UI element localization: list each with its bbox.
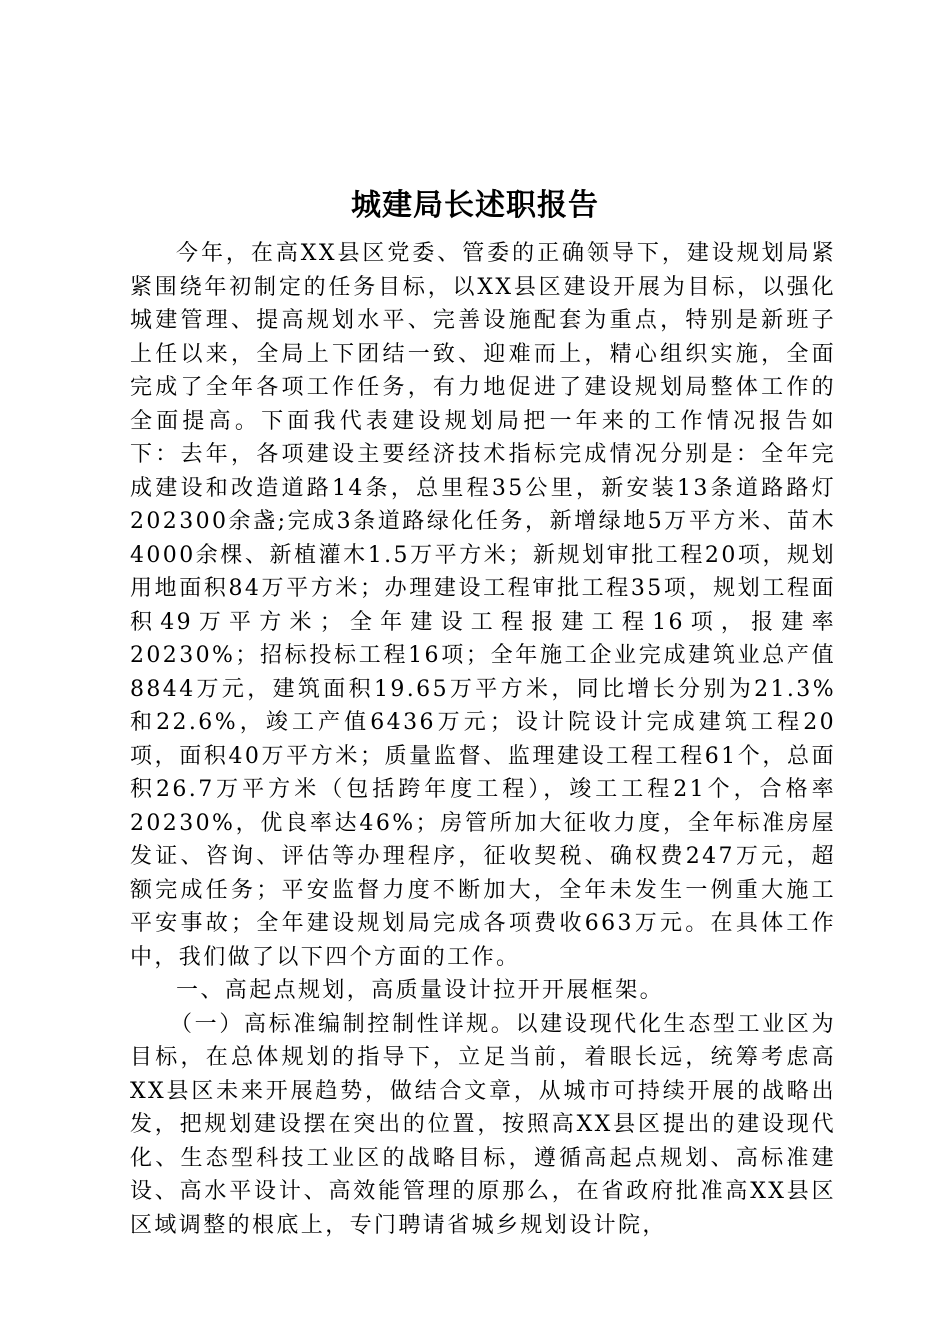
document-title: 城建局长述职报告 <box>351 188 599 223</box>
paragraph-intro: 今年，在高XX县区党委、管委的正确领导下，建设规划局紧紧围绕年初制定的任务目标，以XX县区建设开展为目标，以强化城建管理、提高规划水平、完善设施配套为重点，特别是新班子上任以来，全局上下团结一致、迎难而上，精心组织实施，全面完成了全年各项工作任务，有力地促进了建设规划局整体工作的全面提高。下面我代表建设规划局把一年来的工作情况报告如下：去年，各项建设主要经济技术指标完成情况分别是：全年完成建设和改造道路14条，总里程35公里，新安装13条道路路灯202300余盏;完成3条道路绿化任务，新增绿地5万平方米、苗木4000余棵、新植灌木1.5万平方米；新规划审批工程20项，规划用地面积84万平方米；办理建设工程审批工程35项，规划工程面积49万平方米；全年建设工程报建工程16项，报建率20230%；招标投标工程16项；全年施工企业完成建筑业总产值8844万元，建筑面积19.65万平方米，同比增长分别为21.3%和22.6%，竣工产值6436万元；设计院设计完成建筑工程20项，面积40万平方米；质量监督、监理建设工程工程61个，总面积26.7万平方米（包括跨年度工程），竣工工程21个，合格率20230%，优良率达46%；房管所加大征收力度，全年标准房屋发证、咨询、评估等办理程序，征收契税、确权费247万元，超额完成任务；平安监督力度不断加大，全年未发生一例重大施工平安事故；全年建设规划局完成各项费收663万元。在具体工作中，我们做了以下四个方面的工作。 <box>130 241 836 970</box>
paragraph-subsection-1: （一）高标准编制控制性详规。以建设现代化生态型工业区为目标，在总体规划的指导下，立足当前，着眼长远，统筹考虑高XX县区未来开展趋势，做结合文章，从城市可持续开展的战略出发，把规划建设摆在突出的位置，按照高XX县区提出的建设现代化、生态型科技工业区的战略目标，遵循高起点规划、高标准建设、高水平设计、高效能管理的原那么，在省政府批准高XX县区区域调整的根底上，专门聘请省城乡规划设计院， <box>130 1011 836 1238</box>
paragraph-section-heading: 一、高起点规划，高质量设计拉开开展框架。 <box>176 978 665 1003</box>
document-body <box>130 237 836 1242</box>
